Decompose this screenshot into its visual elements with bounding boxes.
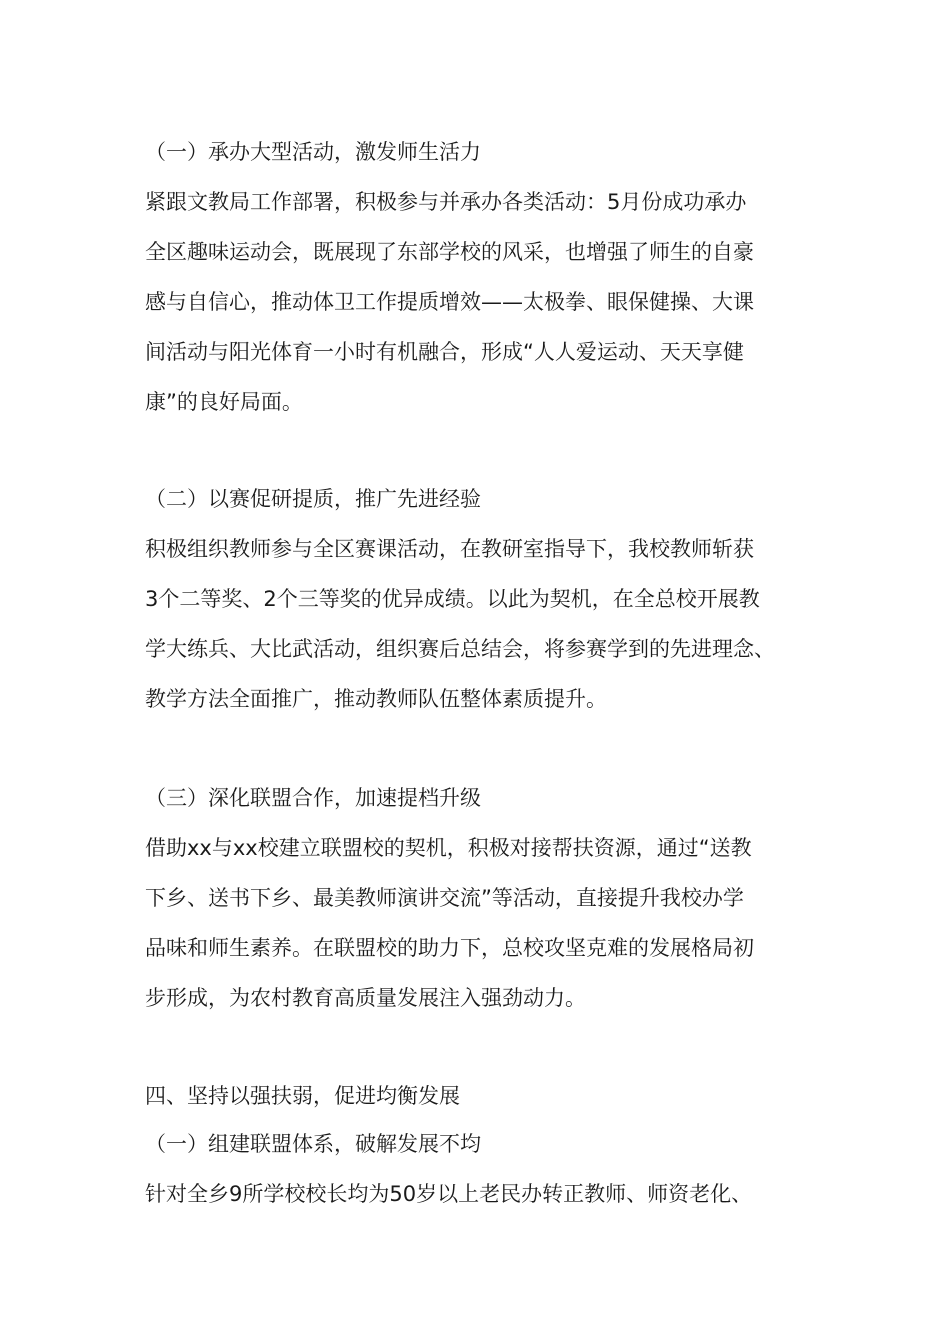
paragraph-line: 教学方法全面推广，推动教师队伍整体素质提升。 — [145, 687, 607, 711]
paragraph-line: 紧跟文教局工作部署，积极参与并承办各类活动：5月份成功承办 — [145, 190, 747, 214]
paragraph-line: 针对全乡9所学校校长均为50岁以上老民办转正教师、师资老化、 — [145, 1182, 753, 1206]
section-paragraph — [145, 813, 825, 1023]
paragraph-line: 步形成，为农村教育高质量发展注入强劲动力。 — [145, 986, 586, 1010]
section-heading: （二）以赛促研提质，推广先进经验 — [145, 487, 481, 511]
paragraph-line: 积极组织教师参与全区赛课活动，在教研室指导下，我校教师斩获 — [145, 537, 754, 561]
section-3 — [145, 783, 825, 1023]
paragraph-line: 学大练兵、大比武活动，组织赛后总结会，将参赛学到的先进理念、 — [145, 637, 775, 661]
paragraph-line: 品味和师生素养。在联盟校的助力下，总校攻坚克难的发展格局初 — [145, 936, 754, 960]
subsection-heading: （一）组建联盟体系，破解发展不均 — [145, 1132, 481, 1156]
chapter-4 — [145, 1081, 825, 1111]
chapter-4-subsection — [145, 1129, 825, 1219]
paragraph-line: 间活动与阳光体育一小时有机融合，形成“人人爱运动、天天享健 — [145, 340, 744, 364]
section-heading: （一）承办大型活动，激发师生活力 — [145, 140, 481, 164]
section-paragraph — [145, 514, 825, 724]
paragraph-line: 全区趣味运动会，既展现了东部学校的风采，也增强了师生的自豪 — [145, 240, 754, 264]
section-heading: （三）深化联盟合作，加速提档升级 — [145, 786, 481, 810]
paragraph-line: 康”的良好局面。 — [145, 390, 303, 414]
chapter-heading: 四、坚持以强扶弱，促进均衡发展 — [145, 1084, 460, 1108]
section-1 — [145, 137, 825, 427]
section-paragraph — [145, 1159, 825, 1219]
paragraph-line: 借助xx与xx校建立联盟校的契机，积极对接帮扶资源，通过“送教 — [145, 836, 752, 860]
paragraph-line: 感与自信心，推动体卫工作提质增效——太极拳、眼保健操、大课 — [145, 290, 754, 314]
paragraph-line: 3个二等奖、2个三等奖的优异成绩。以此为契机，在全总校开展教 — [145, 587, 760, 611]
section-2 — [145, 484, 825, 724]
section-paragraph — [145, 167, 825, 427]
paragraph-line: 下乡、送书下乡、最美教师演讲交流”等活动，直接提升我校办学 — [145, 886, 744, 910]
